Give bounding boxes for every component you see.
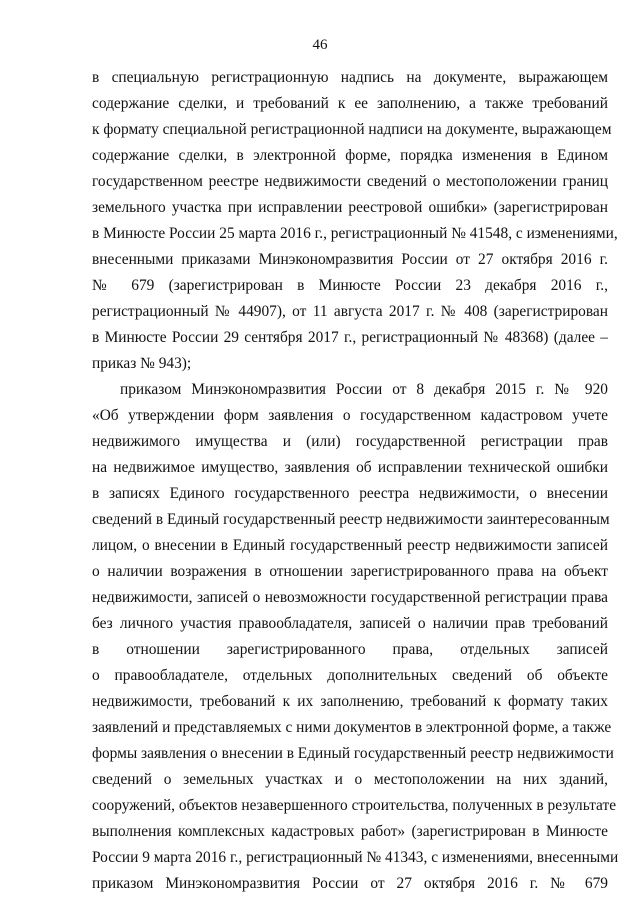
text-line: приказ № 943); bbox=[92, 355, 192, 372]
text-line: недвижимости, требований к их заполнению, требований к формату таких bbox=[92, 693, 608, 710]
text-line: на недвижимое имущество, заявления об исправлении технической ошибки bbox=[92, 459, 608, 476]
text-line: в отношении зарегистрированного права, отдельных записей bbox=[92, 641, 608, 658]
text-line: сооружений, объектов незавершенного строительства, полученных в результате bbox=[92, 797, 617, 814]
text-line: содержание сделки, в электронной форме, порядка изменения в Едином bbox=[92, 147, 608, 164]
text-line: в Минюсте России 25 марта 2016 г., регистрационный № 41548, с изменениями, bbox=[92, 225, 618, 242]
text-line: приказом Минэкономразвития России от 8 декабря 2015 г. № 920 bbox=[120, 381, 608, 398]
text-line: лицом, о внесении в Единый государственный реестр недвижимости записей bbox=[92, 537, 608, 554]
text-line: внесенными приказами Минэкономразвития России от 27 октября 2016 г. bbox=[92, 251, 608, 268]
text-line: о правообладателе, отдельных дополнительных сведений об объекте bbox=[92, 667, 608, 684]
text-line: в специальную регистрационную надпись на документе, выражающем bbox=[92, 69, 608, 86]
text-line: сведений о земельных участках и о местоположении на них зданий, bbox=[92, 771, 608, 788]
text-line: № 679 (зарегистрирован в Минюсте России 23 декабря 2016 г., bbox=[92, 277, 608, 294]
text-line: без личного участия правообладателя, записей о наличии прав требований bbox=[92, 615, 608, 632]
text-line: к формату специальной регистрационной надписи на документе, выражающем bbox=[92, 121, 612, 138]
text-line: недвижимости, записей о невозможности государственной регистрации права bbox=[92, 589, 608, 606]
text-line: заявлений и представляемых с ними документов в электронной форме, а также bbox=[92, 719, 612, 736]
text-line: земельного участка при исправлении реестровой ошибки» (зарегистрирован bbox=[92, 199, 608, 216]
text-line: «Об утверждении форм заявления о государственном кадастровом учете bbox=[92, 407, 608, 424]
text-line: формы заявления о внесении в Единый государственный реестр недвижимости bbox=[92, 745, 614, 762]
page-number: 46 bbox=[312, 37, 328, 53]
text-line: недвижимого имущества и (или) государственной регистрации прав bbox=[92, 433, 608, 450]
text-line: выполнения комплексных кадастровых работ» (зарегистрирован в Минюсте bbox=[92, 823, 608, 840]
text-line: России 9 марта 2016 г., регистрационный № 41343, с изменениями, внесенными bbox=[92, 849, 619, 866]
text-line: о наличии возражения в отношении зарегистрированного права на объект bbox=[92, 563, 608, 580]
text-line: в записях Единого государственного реестра недвижимости, о внесении bbox=[92, 485, 608, 502]
text-line: приказом Минэкономразвития России от 27 октября 2016 г. № 679 bbox=[92, 875, 608, 892]
text-line: в Минюсте России 29 сентября 2017 г., регистрационный № 48368) (далее – bbox=[92, 329, 608, 346]
text-line: сведений в Единый государственный реестр недвижимости заинтересованным bbox=[92, 511, 610, 528]
text-line: содержание сделки, и требований к ее заполнению, а также требований bbox=[92, 95, 608, 112]
text-line: государственном реестре недвижимости сведений о местоположении границ bbox=[92, 173, 608, 190]
text-line: регистрационный № 44907), от 11 августа 2017 г. № 408 (зарегистрирован bbox=[92, 303, 608, 320]
